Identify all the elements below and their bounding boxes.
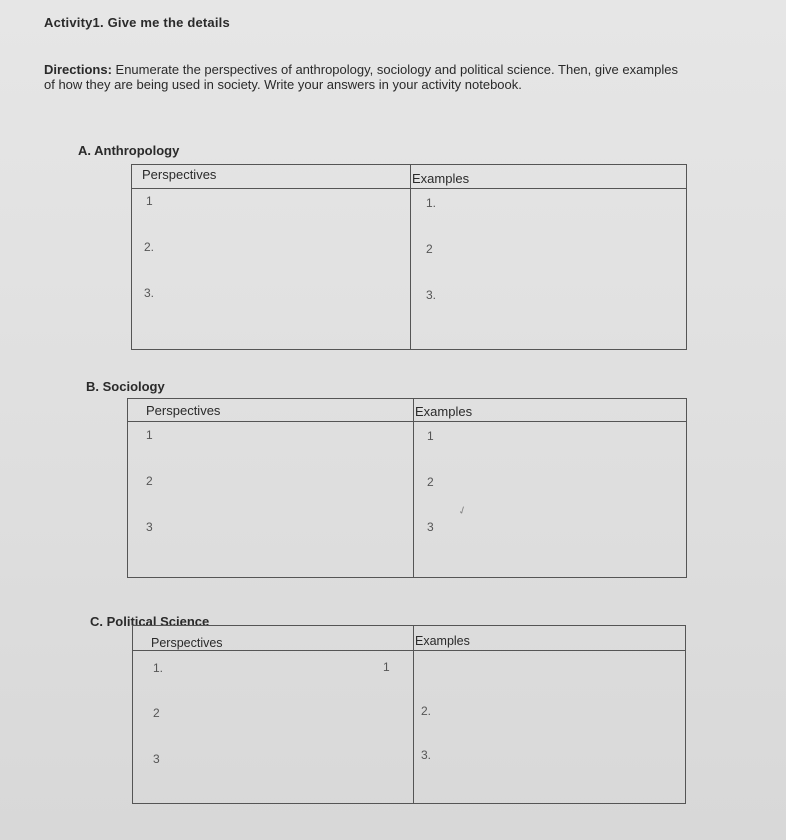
example-number-2: 2 bbox=[426, 242, 433, 256]
directions-label: Directions: bbox=[44, 62, 112, 77]
directions-text: Enumerate the perspectives of anthropology, sociology and political science. Then, give examples of how they are being used in society. Write your answers in your activity notebook. bbox=[44, 62, 678, 92]
activity-title: Activity1. Give me the details bbox=[44, 15, 230, 30]
perspective-number-1: 1. bbox=[153, 661, 164, 675]
header-divider bbox=[133, 650, 685, 651]
example-number-1: 1 bbox=[427, 429, 434, 443]
perspective-number-2: 2 bbox=[146, 474, 153, 488]
perspective-number-2: 2. bbox=[144, 240, 155, 254]
anthropology-table bbox=[131, 164, 687, 350]
perspective-number-2: 2 bbox=[153, 706, 160, 720]
header-examples: Examples bbox=[412, 171, 470, 186]
example-number-1: 1. bbox=[426, 196, 437, 210]
header-perspectives: Perspectives bbox=[142, 167, 217, 182]
header-examples: Examples bbox=[415, 634, 470, 648]
example-number-2: 2 bbox=[427, 475, 434, 489]
example-number-2: 2. bbox=[421, 704, 432, 718]
perspective-number-3: 3. bbox=[144, 286, 155, 300]
sociology-table bbox=[127, 398, 687, 578]
section-label-anthropology: A. Anthropology bbox=[78, 143, 180, 158]
example-number-1: 1 bbox=[383, 660, 390, 674]
example-number-3: 3 bbox=[427, 520, 434, 534]
header-perspectives: Perspectives bbox=[151, 636, 223, 650]
example-number-3: 3. bbox=[421, 748, 432, 762]
header-perspectives: Perspectives bbox=[146, 403, 221, 418]
directions-paragraph bbox=[44, 62, 684, 92]
perspective-number-3: 3 bbox=[146, 520, 153, 534]
column-divider bbox=[410, 165, 411, 349]
column-divider bbox=[413, 626, 414, 803]
column-divider bbox=[413, 399, 414, 577]
header-examples: Examples bbox=[415, 404, 473, 419]
section-label-political-science: C. Political Science bbox=[90, 614, 210, 629]
section-label-sociology: B. Sociology bbox=[86, 379, 165, 394]
perspective-number-1: 1 bbox=[146, 428, 153, 442]
perspective-number-1: 1 bbox=[146, 194, 153, 208]
example-number-3: 3. bbox=[426, 288, 437, 302]
header-divider bbox=[132, 188, 686, 189]
header-divider bbox=[128, 421, 686, 422]
political-science-table bbox=[132, 625, 686, 804]
stray-check-mark: ✓ bbox=[456, 503, 470, 519]
perspective-number-3: 3 bbox=[153, 752, 160, 766]
